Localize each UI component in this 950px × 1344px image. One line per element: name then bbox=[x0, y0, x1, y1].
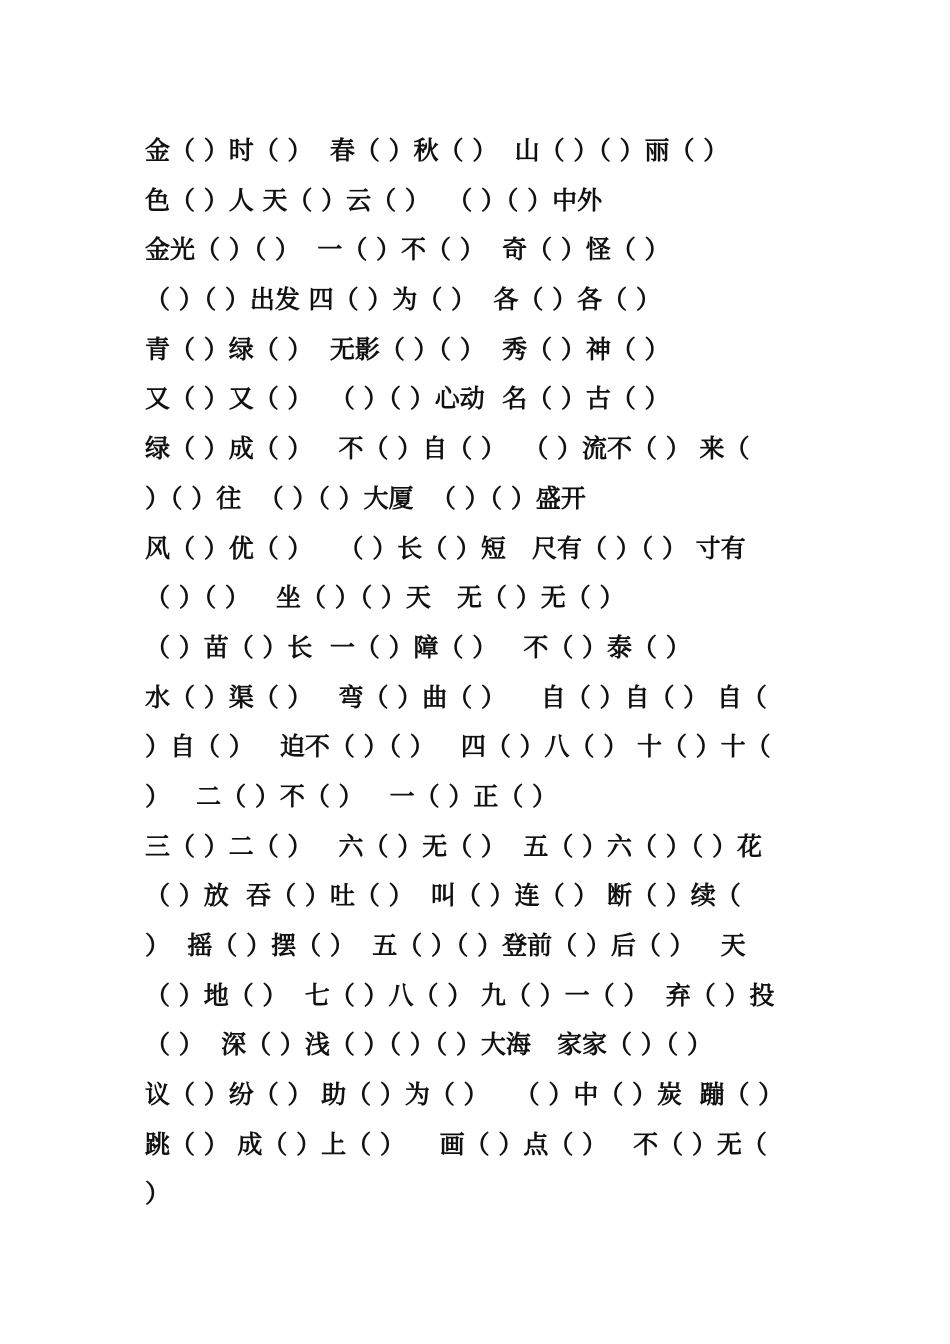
exercise-line-5: 青（ ）绿（ ） 无影（ ）（ ） 秀（ ）神（ ） bbox=[145, 334, 670, 364]
exercise-line-16: （ ）放 吞（ ）吐（ ） 叫（ ）连（ ） 断（ ）续（ bbox=[145, 881, 741, 911]
exercise-line-13: ）自（ ） 迫不（ ）（ ） 四（ ）八（ ） 十（ ）十（ bbox=[145, 732, 771, 762]
exercise-line-7: 绿（ ）成（ ） 不（ ）自（ ） （ ）流不（ ） 来（ bbox=[145, 434, 750, 464]
exercise-line-19: （ ） 深（ ）浅（ ）（ ）（ ）大海 家家（ ）（ ） bbox=[145, 1030, 712, 1060]
exercise-line-18: （ ）地（ ） 七（ ）八（ ） 九（ ）一（ ） 弃（ ）投 bbox=[145, 980, 775, 1010]
exercise-line-3: 金光（ ）（ ） 一（ ）不（ ） 奇（ ）怪（ ） bbox=[145, 235, 670, 265]
exercise-line-20: 议（ ）纷（ ） 助（ ）为（ ） （ ）中（ ）炭 蹦（ ） bbox=[145, 1080, 784, 1110]
exercise-line-15: 三（ ）二（ ） 六（ ）无（ ） 五（ ）六（ ）（ ）花 bbox=[145, 831, 762, 861]
exercise-line-12: 水（ ）渠（ ） 弯（ ）曲（ ） 自（ ）自（ ） 自（ bbox=[145, 682, 767, 712]
exercise-line-17: ） 摇（ ）摆（ ） 五（ ）（ ）登前（ ）后（ ） 天 bbox=[145, 931, 746, 960]
idiom-fill-in-exercise bbox=[145, 126, 810, 1219]
exercise-line-21: 跳（ ） 成（ ）上（ ） 画（ ）点（ ） 不（ ）无（ bbox=[145, 1129, 767, 1159]
exercise-line-9: 风（ ）优（ ） （ ）长（ ）短 尺有（ ）（ ） 寸有 bbox=[145, 533, 746, 563]
exercise-line-6: 又（ ）又（ ） （ ）（ ）心动 名（ ）古（ ） bbox=[145, 384, 670, 414]
exercise-line-8: ）（ ）往 （ ）（ ）大厦 （ ）（ ）盛开 bbox=[145, 483, 586, 513]
exercise-line-4: （ ）（ ）出发 四（ ）为（ ） 各（ ）各（ ） bbox=[145, 285, 661, 315]
exercise-line-1: 金（ ）时（ ） 春（ ）秋（ ） 山（ ）（ ）丽（ ） bbox=[145, 136, 729, 165]
exercise-line-10: （ ）（ ） 坐（ ）（ ）天 无（ ）无（ ） bbox=[145, 583, 625, 613]
exercise-line-2: 色（ ）人 天（ ）云（ ） （ ）（ ）中外 bbox=[145, 185, 603, 215]
exercise-line-22: ） bbox=[145, 1179, 171, 1209]
exercise-line-11: （ ）苗（ ）长 一（ ）障（ ） 不（ ）泰（ ） bbox=[145, 632, 691, 662]
exercise-line-14: ） 二（ ）不（ ） 一（ ）正（ ） bbox=[145, 781, 558, 811]
